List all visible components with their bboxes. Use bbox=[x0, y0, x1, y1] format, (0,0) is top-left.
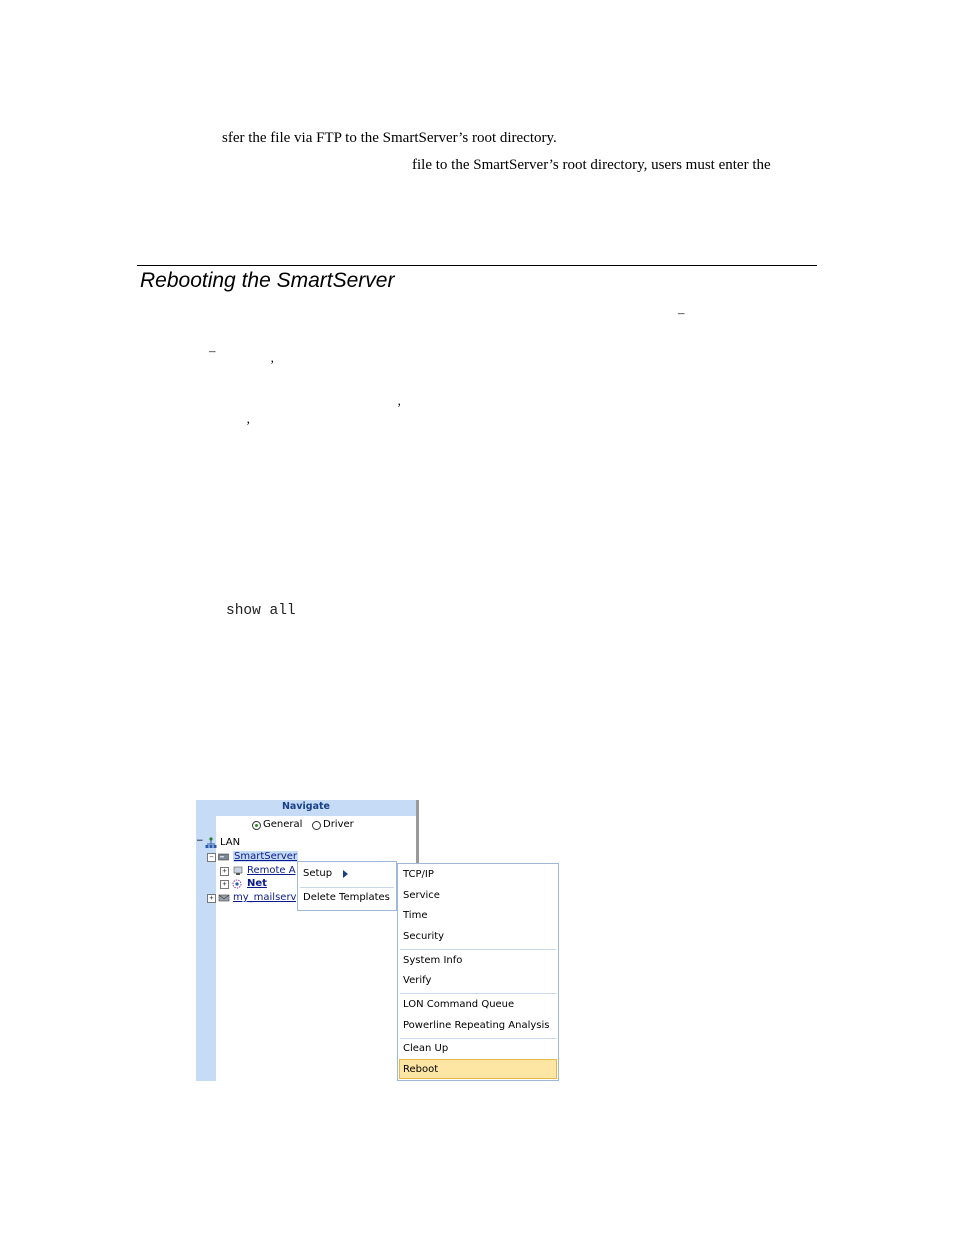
menu-item-verify[interactable]: Verify bbox=[403, 975, 432, 986]
remote-device-icon bbox=[232, 866, 244, 876]
net-channel-icon bbox=[231, 878, 243, 890]
body-text-line-1: sfer the file via FTP to the SmartServer’s root directory. bbox=[222, 130, 557, 146]
section-rule bbox=[137, 265, 817, 266]
smartserver-menu-screenshot bbox=[196, 800, 560, 1082]
expand-remote-icon[interactable]: + bbox=[220, 867, 229, 876]
menu-item-delete-templates[interactable]: Delete Templates bbox=[303, 892, 390, 903]
tree-item-remote[interactable]: Remote A bbox=[247, 865, 296, 876]
tree-item-mailserver[interactable]: my_mailserv bbox=[233, 892, 296, 903]
stray-comma-a: ’ bbox=[270, 357, 275, 372]
tree-item-net[interactable]: Net bbox=[247, 878, 267, 889]
setup-submenu bbox=[397, 863, 559, 1081]
menu-separator bbox=[400, 993, 556, 994]
radio-general-label[interactable]: General bbox=[263, 819, 303, 830]
section-heading: Rebooting the SmartServer bbox=[140, 269, 395, 292]
radio-general-button[interactable] bbox=[252, 821, 261, 830]
menu-item-security[interactable]: Security bbox=[403, 931, 445, 942]
panel-divider bbox=[416, 800, 419, 870]
navigate-header: Navigate bbox=[196, 800, 416, 816]
menu-separator bbox=[400, 949, 556, 950]
expand-mailserver-icon[interactable]: + bbox=[207, 894, 216, 903]
collapse-smartserver-icon[interactable]: − bbox=[207, 853, 216, 862]
menu-item-system-info[interactable]: System Info bbox=[403, 955, 463, 966]
stray-dash-a: – bbox=[678, 305, 685, 320]
tree-item-smartserver-label[interactable]: SmartServer bbox=[234, 851, 298, 862]
mail-server-icon bbox=[218, 893, 230, 903]
context-menu bbox=[297, 861, 397, 911]
menu-item-setup[interactable]: Setup bbox=[303, 868, 333, 879]
tree-item-smartserver[interactable] bbox=[233, 851, 298, 862]
menu-item-lon-command-queue[interactable]: LON Command Queue bbox=[403, 999, 515, 1010]
menu-item-reboot[interactable]: Reboot bbox=[403, 1064, 439, 1075]
collapse-lan-icon[interactable]: − bbox=[196, 836, 204, 846]
expand-net-icon[interactable]: + bbox=[220, 880, 229, 889]
network-icon bbox=[205, 837, 217, 849]
menu-item-clean-up[interactable]: Clean Up bbox=[403, 1043, 449, 1054]
navigate-panel bbox=[196, 800, 418, 1081]
tree-item-lan[interactable]: LAN bbox=[220, 837, 241, 848]
radio-driver-button[interactable] bbox=[312, 821, 321, 830]
menu-item-powerline-repeating-analysis[interactable]: Powerline Repeating Analysis bbox=[403, 1020, 550, 1031]
menu-item-service[interactable]: Service bbox=[403, 890, 440, 901]
submenu-arrow-icon bbox=[343, 870, 348, 878]
radio-driver-label[interactable]: Driver bbox=[323, 819, 354, 830]
command-text: show all bbox=[226, 603, 296, 619]
stray-dash-b: – bbox=[209, 343, 216, 358]
body-text-line-2: file to the SmartServer’s root directory, users must enter the bbox=[412, 157, 771, 173]
menu-item-tcpip[interactable]: TCP/IP bbox=[403, 869, 434, 880]
server-icon bbox=[218, 853, 229, 861]
menu-item-time[interactable]: Time bbox=[403, 910, 428, 921]
menu-separator bbox=[300, 887, 394, 888]
stray-comma-c: ’ bbox=[246, 418, 251, 433]
stray-comma-b: ’ bbox=[397, 400, 402, 415]
menu-separator bbox=[400, 1038, 556, 1039]
